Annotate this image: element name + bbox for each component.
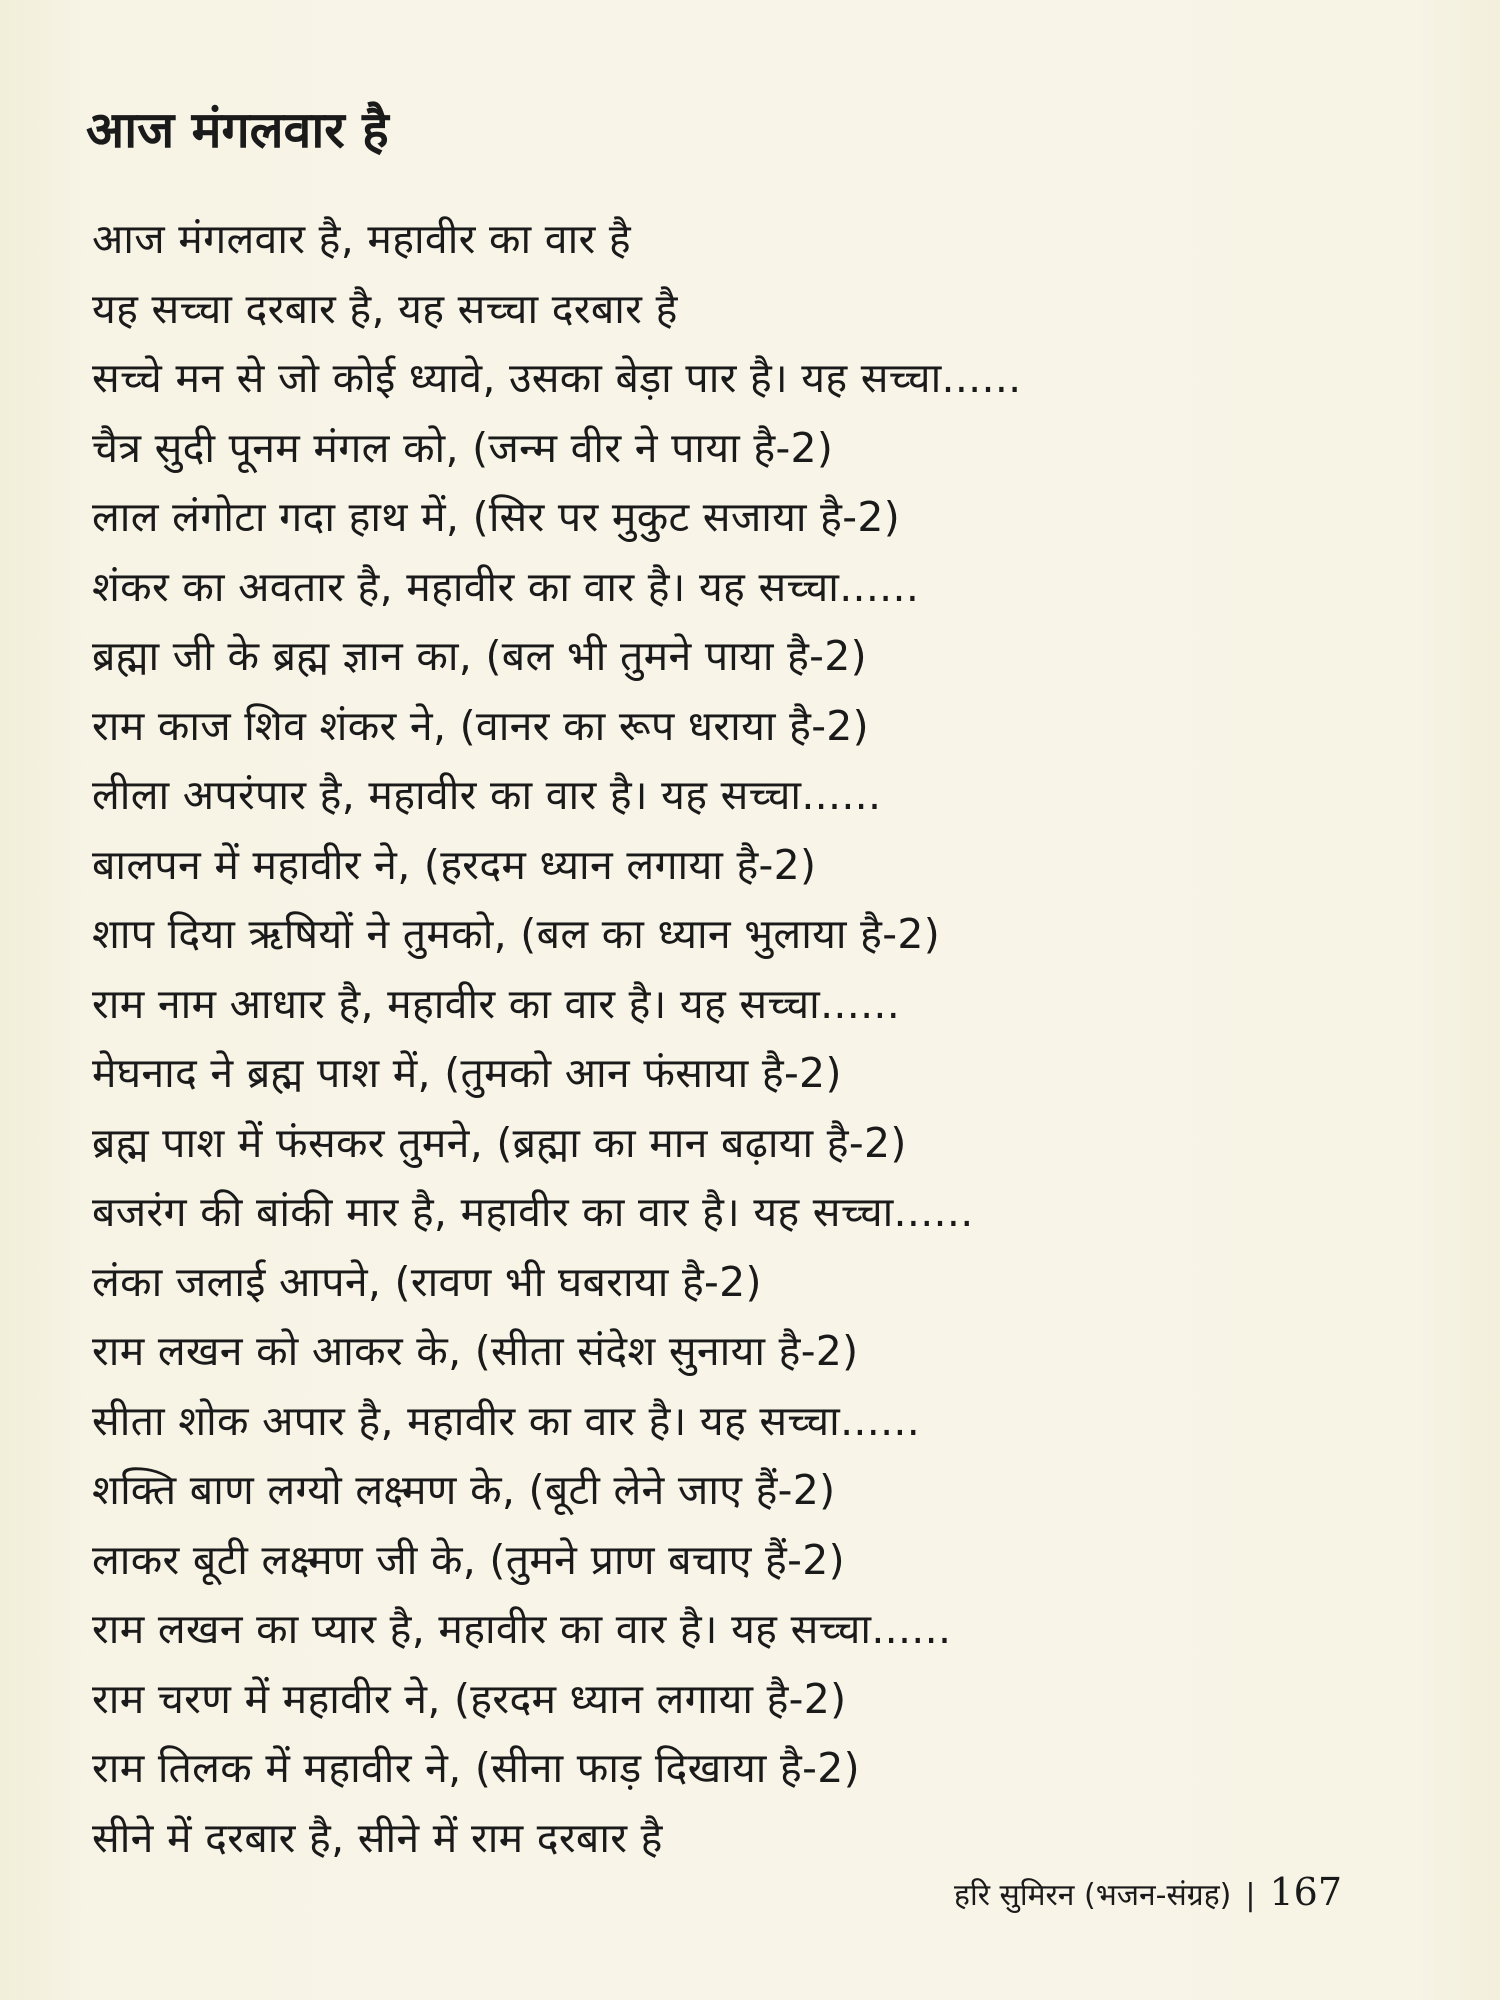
verse-line: सच्चे मन से जो कोई ध्यावे, उसका बेड़ा पार है। यह सच्चा...... xyxy=(92,354,1022,402)
verse-line: बजरंग की बांकी मार है, महावीर का वार है। यह सच्चा...... xyxy=(92,1188,974,1236)
verse-line: राम चरण में महावीर ने, (हरदम ध्यान लगाया है-2) xyxy=(92,1674,847,1723)
page-footer xyxy=(954,1870,1342,1914)
verse-line: सीने में दरबार है, सीने में राम दरबार है xyxy=(92,1813,663,1862)
verse-line: बालपन में महावीर ने, (हरदम ध्यान लगाया है-2) xyxy=(92,840,817,889)
verse-line: राम लखन का प्यार है, महावीर का वार है। यह सच्चा...... xyxy=(92,1605,952,1653)
bhajan-verses xyxy=(92,205,1472,1873)
verse-line: शक्ति बाण लग्यो लक्ष्मण के, (बूटी लेने जाए हैं-2) xyxy=(92,1466,836,1514)
verse-line: चैत्र सुदी पूनम मंगल को, (जन्म वीर ने पाया है-2) xyxy=(92,423,834,472)
verse-line: सीता शोक अपार है, महावीर का वार है। यह सच्चा...... xyxy=(92,1396,921,1445)
footer-separator: | xyxy=(1245,1878,1256,1913)
verse-line: लंका जलाई आपने, (रावण भी घबराया है-2) xyxy=(92,1257,762,1306)
verse-line: मेघनाद ने ब्रह्म पाश में, (तुमको आन फंसाया है-2) xyxy=(92,1049,842,1097)
book-title: हरि सुमिरन (भजन-संग्रह) xyxy=(954,1878,1232,1913)
verse-line: ब्रह्मा जी के ब्रह्म ज्ञान का, (बल भी तुमने पाया है-2) xyxy=(92,632,867,680)
page-number: 167 xyxy=(1269,1870,1342,1914)
verse-line: राम नाम आधार है, महावीर का वार है। यह सच्चा...... xyxy=(92,979,901,1028)
verse-line: लाकर बूटी लक्ष्मण जी के, (तुमने प्राण बचाए हैं-2) xyxy=(92,1535,845,1584)
page-title: आज मंगलवार है xyxy=(86,101,389,159)
verse-line: आज मंगलवार है, महावीर का वार है xyxy=(92,215,631,263)
verse-line: राम तिलक में महावीर ने, (सीना फाड़ दिखाया है-2) xyxy=(92,1744,860,1792)
verse-line: लीला अपरंपार है, महावीर का वार है। यह सच्चा...... xyxy=(92,771,882,819)
verse-line: शाप दिया ऋषियों ने तुमको, (बल का ध्यान भुलाया है-2) xyxy=(92,910,941,958)
verse-line: यह सच्चा दरबार है, यह सच्चा दरबार है xyxy=(92,284,678,333)
verse-line: राम लखन को आकर के, (सीता संदेश सुनाया है-2) xyxy=(92,1327,859,1375)
verse-line: लाल लंगोटा गदा हाथ में, (सिर पर मुकुट सजाया है-2) xyxy=(92,493,901,541)
verse-line: शंकर का अवतार है, महावीर का वार है। यह सच्चा...... xyxy=(92,562,920,611)
verse-line: राम काज शिव शंकर ने, (वानर का रूप धराया है-2) xyxy=(92,701,869,750)
verse-line: ब्रह्म पाश में फंसकर तुमने, (ब्रह्मा का मान बढ़ाया है-2) xyxy=(92,1118,907,1167)
